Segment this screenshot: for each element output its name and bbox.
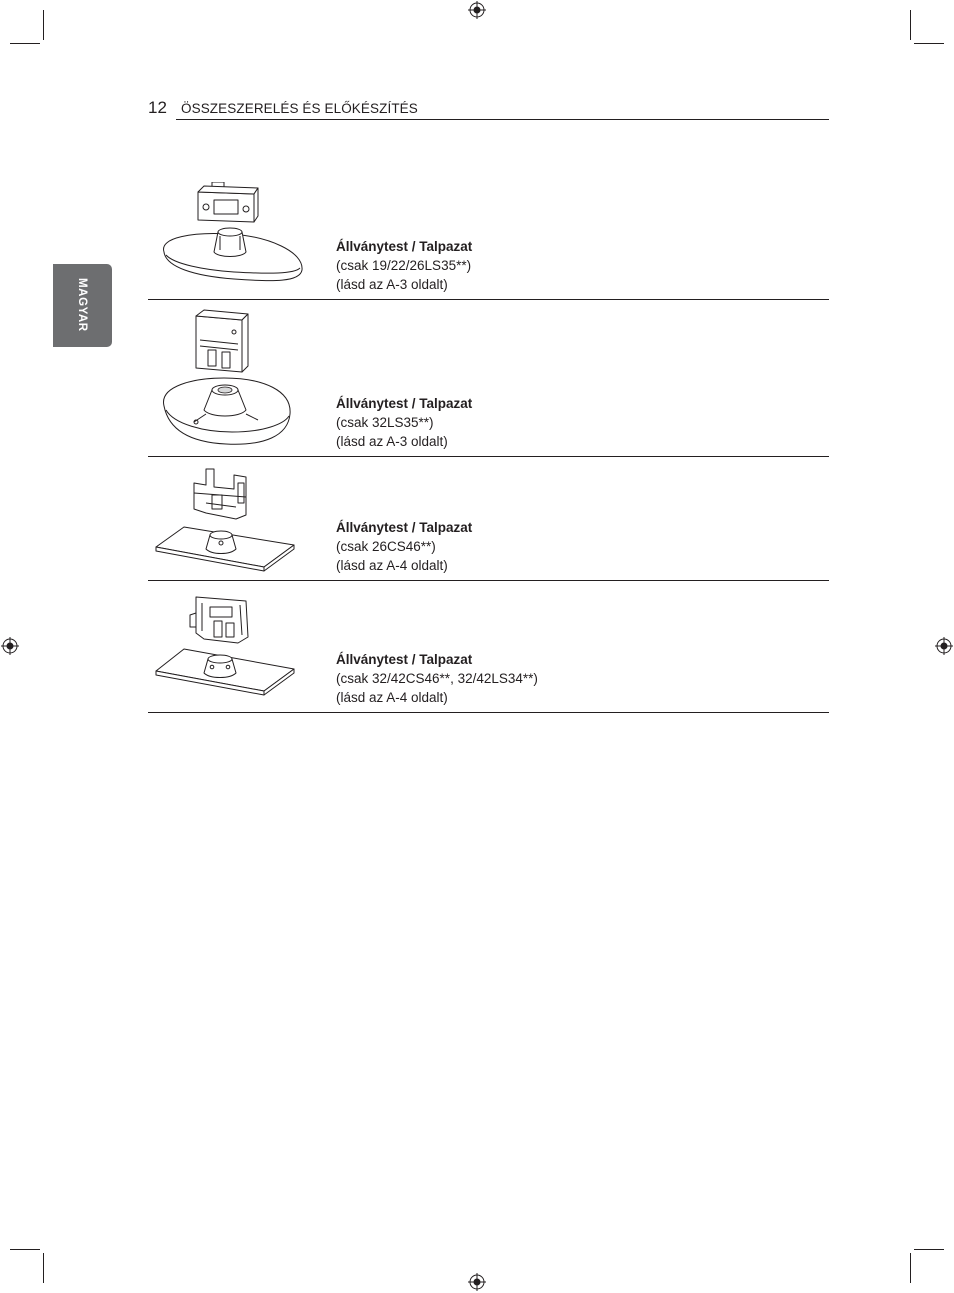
stand-body-base-illustration (154, 182, 304, 292)
stand-item-text (336, 650, 538, 707)
stand-item-text (336, 394, 472, 451)
stand-item-models: (csak 19/22/26LS35**) (336, 258, 472, 273)
stand-item-models: (csak 32LS35**) (336, 415, 434, 430)
crop-mark-bottom-right-v (910, 1253, 911, 1283)
stand-item-name: Állványtest / Talpazat (336, 396, 473, 411)
crop-mark-bottom-right-h (914, 1249, 944, 1250)
stand-item-row (148, 180, 829, 300)
stand-item-models: (csak 26CS46**) (336, 539, 436, 554)
stand-item-reference: (lásd az A-3 oldalt) (336, 277, 448, 292)
stand-item-row (148, 300, 829, 457)
stand-item-name: Állványtest / Talpazat (336, 652, 473, 667)
stand-item-models: (csak 32/42CS46**, 32/42LS34**) (336, 671, 538, 686)
stand-item-reference: (lásd az A-3 oldalt) (336, 434, 448, 449)
crop-mark-top-right-v (910, 10, 911, 40)
crop-mark-top-right-h (914, 43, 944, 44)
header-rule (176, 119, 829, 120)
stand-item-reference: (lásd az A-4 oldalt) (336, 558, 448, 573)
stand-item-row (148, 457, 829, 581)
stand-item-name: Állványtest / Talpazat (336, 239, 473, 254)
language-tab-label: MAGYAR (76, 278, 88, 332)
crop-mark-bottom-left-h (10, 1249, 40, 1250)
crop-mark-top-left-h (10, 43, 40, 44)
stand-body-base-illustration (154, 593, 299, 705)
stand-item-text (336, 518, 472, 575)
registration-mark-icon (468, 1273, 486, 1291)
crop-mark-bottom-left-v (43, 1253, 44, 1283)
registration-mark-icon (935, 637, 953, 655)
section-title: ÖSSZESZERELÉS ÉS ELŐKÉSZÍTÉS (181, 101, 418, 116)
stand-item-text (336, 237, 472, 294)
crop-mark-top-left-v (43, 10, 44, 40)
stand-item-reference: (lásd az A-4 oldalt) (336, 690, 448, 705)
stand-body-base-illustration (154, 306, 294, 452)
registration-mark-icon (1, 637, 19, 655)
stand-item-row (148, 581, 829, 713)
stand-item-name: Állványtest / Talpazat (336, 520, 473, 535)
page-number: 12 (148, 98, 167, 117)
registration-mark-icon (468, 1, 486, 19)
stand-body-base-illustration (154, 463, 299, 575)
